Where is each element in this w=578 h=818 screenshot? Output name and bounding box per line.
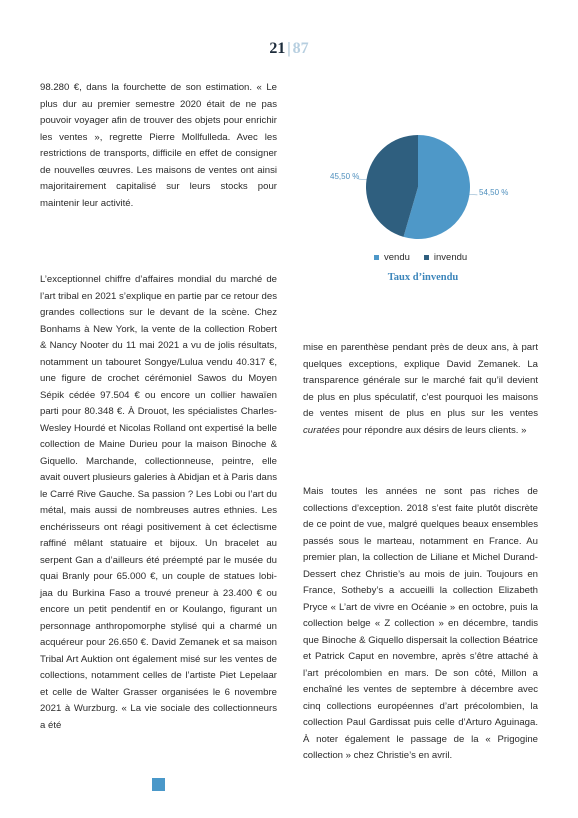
legend-label: vendu	[384, 252, 410, 263]
footer-marker	[152, 778, 165, 791]
pie-chart	[318, 122, 528, 292]
current-page: 21	[269, 40, 286, 57]
text-run: pour répondre aux désirs de leurs clients. »	[339, 424, 527, 436]
italic-term: curatées	[303, 424, 340, 436]
total-pages: 87	[292, 40, 309, 57]
paragraph	[303, 340, 538, 439]
leader-line	[469, 194, 477, 195]
paragraph: Mais toutes les années ne sont pas riches de collections d’exception. 2018 s’est faite plutôt discrète de ce point de vue, malgré quelques beaux ensembles passés sous le marteau, notamment en France. Au premier plan, la collection de Liliane et Michel Durand-Dessert chez Christie’s au mois de juin. Toujours en France, Sotheby’s a accueilli la collection Elizabeth Pryce « L’art de vivre en Océanie » en octobre, puis la collection belge « Z collection » en décembre, tandis que Binoche & Giquello dispersait la collection Béatrice et Patrick Caput en novembre, après s’être attaché à l’art précolombien en mars. De son côté, Millon a enchaîné les ventes de septembre à décembre avec cinq collections européennes d’art précolombien, la collection Paul Gardissat puis celle d’Arturo Aguinaga. À noter également le passage de la « Prigogine collection » chez Christie’s en avril.	[303, 486, 538, 761]
leader-line	[359, 179, 367, 180]
legend-item-vendu	[374, 252, 410, 263]
paragraph: L’exceptionnel chiffre d’affaires mondial du marché de l’art tribal en 2021 s’explique en partie par ce retour des grandes collections sur le devant de la scène. Chez Bonhams à New York, la vente de la collection Robert & Nancy Nooter du 11 mai 2021 a vu de jolis résultats, notamment un tabouret Songye/Lulua vendu 40.317 €, une figure de crochet cérémoniel Sawos du Moyen Sépik cédée 97.504 € ou encore un collier hawaïen parti pour 80.348 €. À Drouot, les spécialistes Charles-Wesley Hourdé et Nicolas Rolland ont expertisé la belle collection de Maine Durieu pour la maison Binoche & Giquello. Marchande, collectionneuse, peintre, elle avait ouvert plusieurs galeries à Abidjan et à Paris dans le Carré Rive Gauche. Sa passion ? Les Lobi ou l’art du métal, mais aussi de nombreuses autres ethnies. Les enchérisseurs ont réagi positivement à cet éclectisme raffiné mêlant statuaire et bijoux. Un bracelet au serpent Gan a d’ailleurs été préempté par le musée du quai Branly pour 65.000 €, un couple de statues lobi-jaa du Burkina Faso a trouvé preneur à 23.400 € ou encore un petit pendentif en or Koulango, figurant un personnage anthropomorphe stylisé qui a charmé un acquéreur pour 26.650 €. David Zemanek et sa maison Tribal Art Auktion ont également misé sur les ventes de collections, notamment celles de l’artiste Piet Lepelaar et celle de Walter Grasser organisées le 6 novembre 2021 à Wurzburg. « La vie sociale des collectionneurs a été	[40, 274, 277, 731]
legend-swatch	[374, 255, 379, 260]
right-column-block-1	[303, 340, 538, 439]
legend-item-invendu	[424, 252, 467, 263]
right-column-block-2	[303, 484, 538, 765]
slice-label-invendu: 45,50 %	[330, 172, 360, 181]
legend-label: invendu	[433, 252, 468, 263]
legend-swatch	[424, 255, 429, 260]
slice-label-vendu: 54,50 %	[479, 188, 509, 197]
chart-legend	[374, 252, 467, 263]
pie-svg	[318, 122, 528, 252]
text-run: mise en parenthèse pendant près de deux ans, à part quelques exceptions, explique David Zemanek. La transparence générale sur le marché fait qu’il devient de plus en plus spéculatif, c’est pourquoi les maisons de ventes misent de plus en plus sur les ventes	[303, 342, 538, 419]
left-column-block-2	[40, 272, 277, 734]
page-separator: |	[287, 40, 291, 57]
chart-title: Taux d’invendu	[387, 272, 459, 283]
left-column-block-1	[40, 80, 277, 212]
page-number	[0, 40, 578, 58]
paragraph: 98.280 €, dans la fourchette de son estimation. « Le plus dur au premier semestre 2020 était de ne pas pouvoir voyager afin de trouver des objets pour enrichir les ventes », regrette Pierre Mollfulleda. Avec les restrictions de transports, difficile en effet de consigner de nouvelles œuvres. Les maisons de ventes ont ainsi majoritairement capitalisé sur leurs stocks pour maintenir leur activité.	[40, 82, 277, 209]
